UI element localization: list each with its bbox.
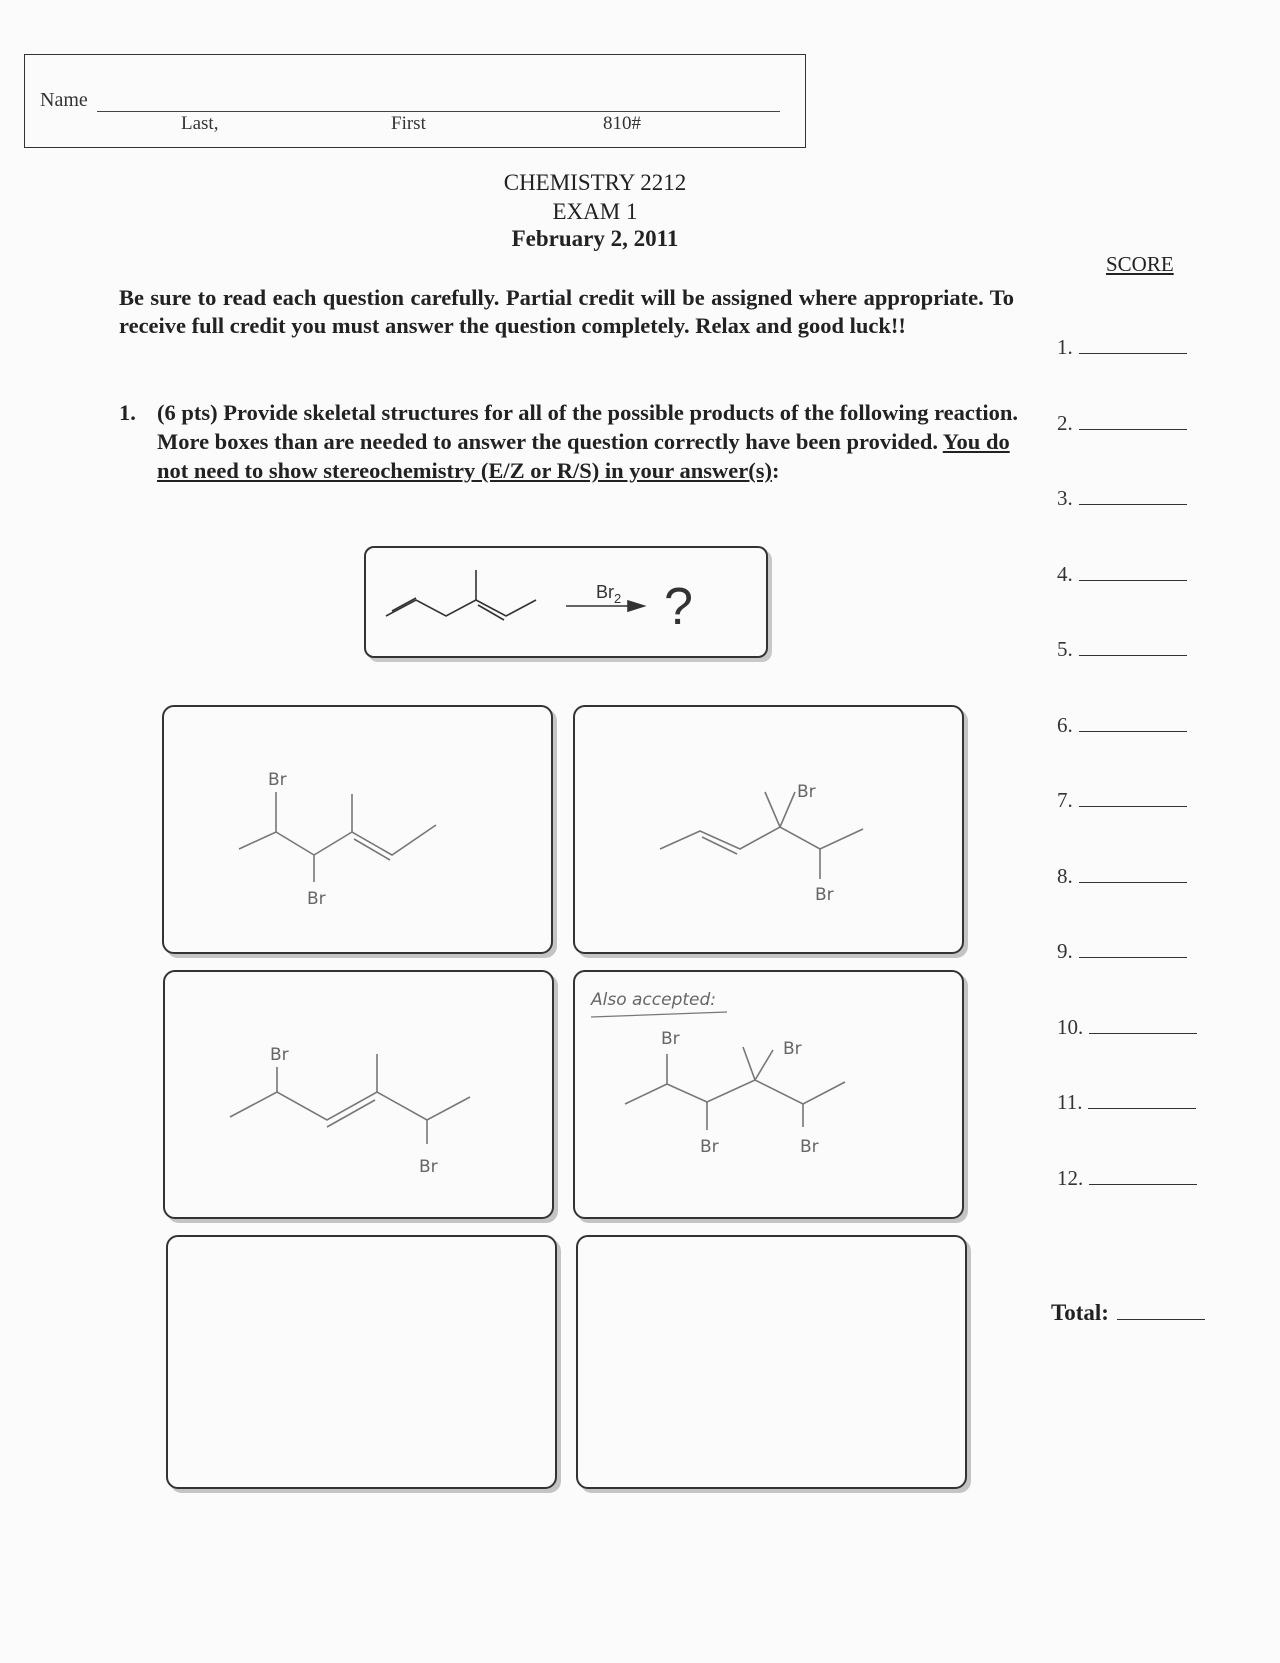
question-text: (6 pts) Provide skeletal structures for all of the possible products of the following reaction. More boxes than are needed to answer the question correctly have been provided. <box>157 400 1018 454</box>
score-row-label: 12. <box>1057 1165 1084 1190</box>
score-blank[interactable] <box>1079 637 1187 656</box>
score-row-label: 7. <box>1057 788 1073 812</box>
score-row <box>1057 486 1187 511</box>
score-row <box>1057 788 1187 813</box>
svg-text:Br: Br <box>815 885 834 905</box>
score-row <box>1057 713 1187 738</box>
score-row-label: 5. <box>1057 637 1073 661</box>
exam-title: EXAM 1 <box>552 199 638 224</box>
total-blank[interactable] <box>1117 1301 1205 1320</box>
reaction-box <box>364 546 768 658</box>
score-row-label: 8. <box>1057 863 1073 888</box>
svg-text:Br: Br <box>783 1039 802 1059</box>
total-score <box>1051 1300 1205 1326</box>
score-blank[interactable] <box>1079 713 1187 732</box>
score-row <box>1057 864 1187 889</box>
score-row <box>1057 335 1187 360</box>
score-blank[interactable] <box>1088 1090 1196 1109</box>
answer-3-structure <box>165 972 552 1217</box>
svg-text:Br: Br <box>268 770 287 790</box>
answer-box-3[interactable] <box>163 970 554 1219</box>
first-label: First <box>391 113 426 134</box>
total-label: Total: <box>1051 1300 1109 1325</box>
exam-date: February 2, 2011 <box>511 226 679 251</box>
instructions: Be sure to read each question carefully. Partial credit will be assigned where appropriate. To receive full credit you must answer the question completely. Relax and good luck!! <box>119 285 1014 338</box>
answer-2-structure <box>575 707 962 952</box>
score-row-label: 6. <box>1057 712 1073 737</box>
product-question-mark: ? <box>664 578 693 636</box>
score-row <box>1057 1015 1197 1040</box>
svg-text:Br: Br <box>307 889 326 909</box>
id-label: 810# <box>603 113 641 134</box>
score-blank[interactable] <box>1079 939 1187 958</box>
score-blank[interactable] <box>1079 788 1187 807</box>
name-label: Name <box>40 89 88 111</box>
score-row-label: 4. <box>1057 561 1073 586</box>
score-blank[interactable] <box>1079 562 1187 581</box>
score-blank[interactable] <box>1079 864 1187 883</box>
question-1: 1. (6 pts) Provide skeletal structures for all of the possible products of the following reaction. More boxes than are needed to answer the question correctly have been provided. You do not need to show stereochemistry (E/Z or R/S) in your answer(s): <box>119 400 1018 483</box>
svg-text:Br: Br <box>419 1157 438 1177</box>
svg-text:Br: Br <box>800 1137 819 1157</box>
reagent-label: $Br_2$ <box>596 582 622 606</box>
score-blank[interactable] <box>1089 1015 1197 1034</box>
score-blank[interactable] <box>1089 1166 1197 1185</box>
reaction-scheme <box>366 548 766 656</box>
score-blank[interactable] <box>1079 486 1187 505</box>
course-title: CHEMISTRY 2212 <box>503 170 687 195</box>
answer-box-1[interactable] <box>162 705 553 954</box>
answer-box-4[interactable] <box>573 970 964 1219</box>
score-row-label: 9. <box>1057 939 1073 963</box>
svg-text:Br: Br <box>661 1029 680 1049</box>
score-row-label: 11. <box>1057 1090 1083 1114</box>
score-row <box>1057 562 1187 587</box>
question-number: 1. <box>119 400 136 425</box>
score-row <box>1057 411 1187 436</box>
also-accepted-note: Also accepted: <box>591 990 717 1010</box>
answer-box-2[interactable] <box>573 705 964 954</box>
score-row-label: 3. <box>1057 486 1073 510</box>
name-box <box>24 54 806 148</box>
svg-text:Br: Br <box>270 1045 289 1065</box>
score-blank[interactable] <box>1079 335 1187 354</box>
last-label: Last, <box>181 113 219 134</box>
svg-text:Br: Br <box>700 1137 719 1157</box>
question-note: You do not need to show stereochemistry (E/Z or R/S) in your answer(s) <box>157 429 1010 483</box>
score-row <box>1057 1090 1196 1115</box>
answer-1-structure <box>164 707 551 952</box>
score-row-label: 2. <box>1057 410 1073 435</box>
answer-4-structure <box>575 972 962 1217</box>
name-line[interactable] <box>97 111 780 112</box>
score-row <box>1057 1166 1197 1191</box>
score-row-label: 10. <box>1057 1014 1084 1039</box>
answer-box-5[interactable] <box>166 1235 557 1489</box>
score-row <box>1057 637 1187 662</box>
answer-box-6[interactable] <box>576 1235 967 1489</box>
score-row <box>1057 939 1187 964</box>
score-row-label: 1. <box>1057 335 1073 359</box>
svg-text:Br: Br <box>797 782 816 802</box>
score-blank[interactable] <box>1079 411 1187 430</box>
score-title: SCORE <box>1106 252 1174 276</box>
